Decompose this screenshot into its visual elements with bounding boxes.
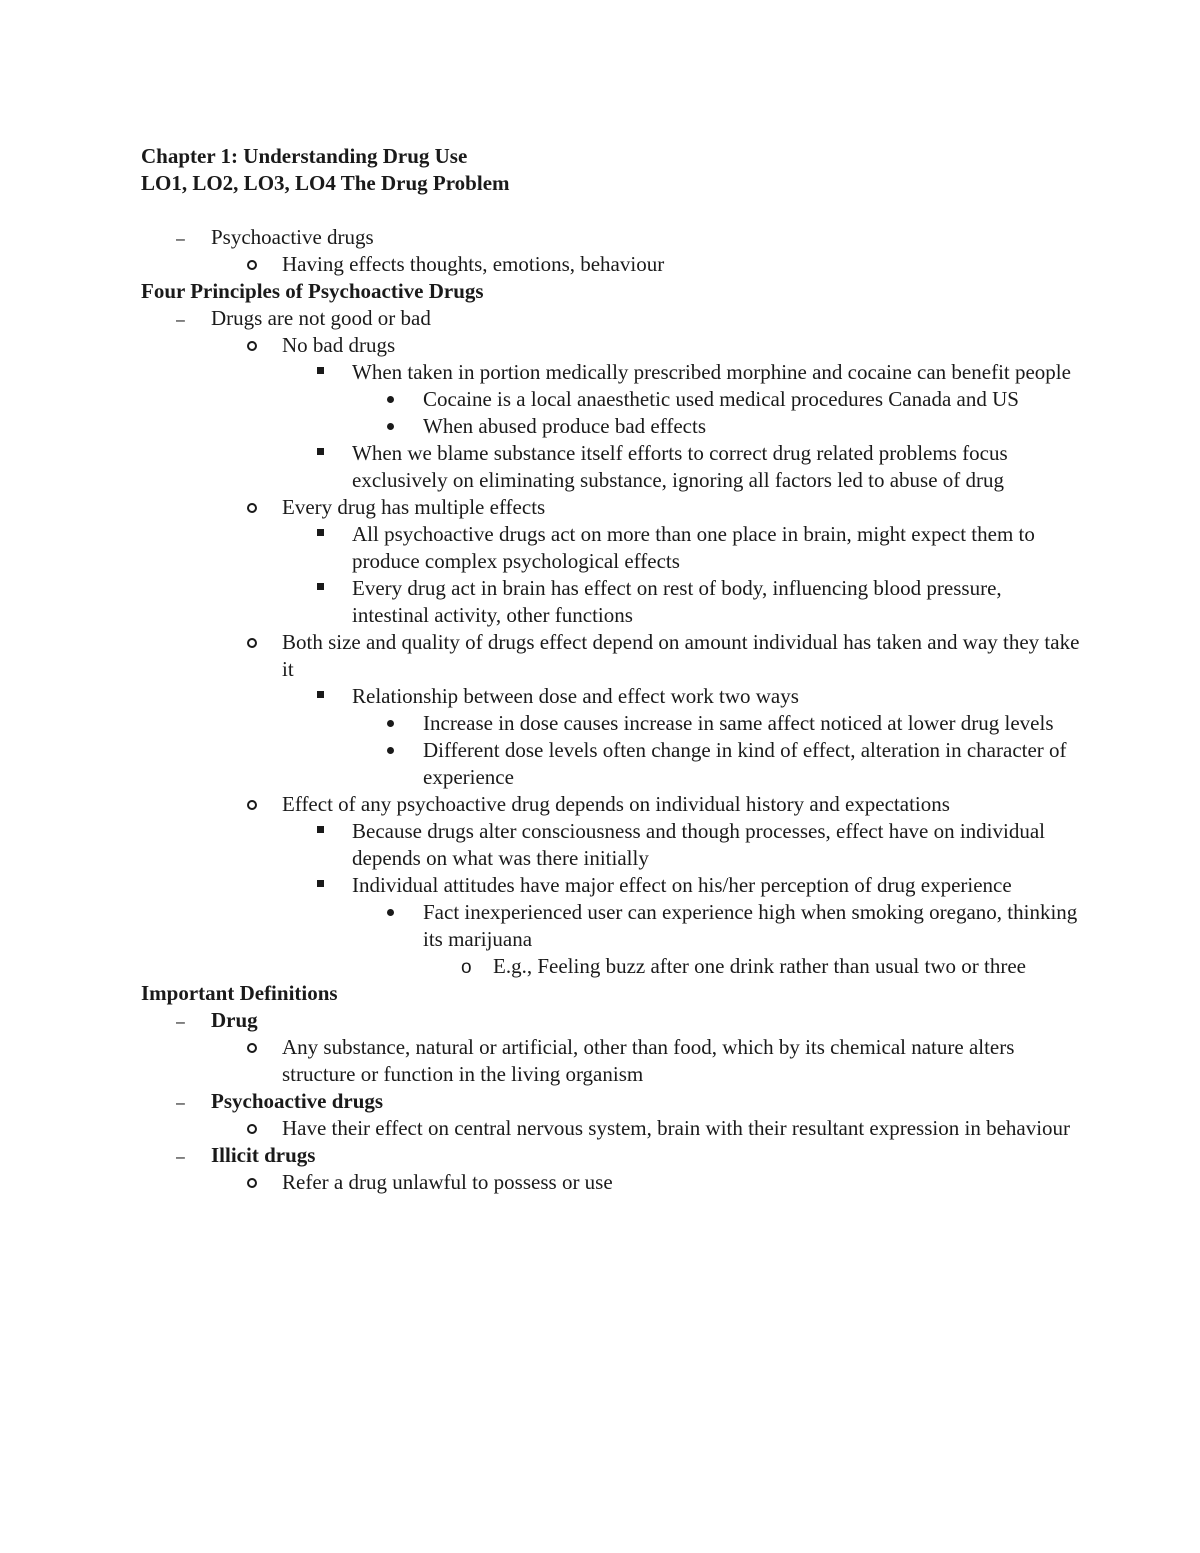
list-item: Any substance, natural or artificial, other than food, which by its chemical nature alters structure or function in the living organism <box>141 1034 1081 1088</box>
ring-bullet-icon <box>247 494 267 521</box>
term-psychoactive: Psychoactive drugs <box>211 1089 384 1113</box>
square-bullet-icon <box>317 521 337 548</box>
list-item: Every drug has multiple effects <box>141 494 1081 521</box>
principles-heading: Four Principles of Psychoactive Drugs <box>141 279 484 303</box>
ring-bullet-icon <box>247 1034 267 1061</box>
ring-bullet-icon <box>247 629 267 656</box>
notes-content <box>141 143 1081 1196</box>
list-item: Having effects thoughts, emotions, behaviour <box>141 251 1081 278</box>
section-title: LO1, LO2, LO3, LO4 The Drug Problem <box>141 171 510 195</box>
list-item: When taken in portion medically prescribed morphine and cocaine can benefit people <box>141 359 1081 386</box>
list-item: Every drug act in brain has effect on rest of body, influencing blood pressure, intestinal activity, other functions <box>141 575 1081 629</box>
list-item <box>141 1142 1081 1169</box>
list-item: When we blame substance itself efforts to correct drug related problems focus exclusively on eliminating substance, ignoring all factors led to abuse of drug <box>141 440 1081 494</box>
hollow-o-bullet-icon <box>461 953 481 981</box>
dot-bullet-icon <box>387 899 407 926</box>
ring-bullet-icon <box>247 251 267 278</box>
dot-bullet-icon <box>387 413 407 440</box>
list-item: Refer a drug unlawful to possess or use <box>141 1169 1081 1196</box>
list-item: All psychoactive drugs act on more than one place in brain, might expect them to produce complex psychological effects <box>141 521 1081 575</box>
list-item: – Drugs are not good or bad <box>141 305 1081 332</box>
list-item: Fact inexperienced user can experience high when smoking oregano, thinking its marijuana <box>141 899 1081 953</box>
dot-bullet-icon <box>387 710 407 737</box>
dash-bullet-icon <box>176 1142 196 1171</box>
dash-bullet-icon <box>176 1007 196 1036</box>
dot-bullet-icon <box>387 737 407 764</box>
list-item: Relationship between dose and effect work two ways <box>141 683 1081 710</box>
list-item: Effect of any psychoactive drug depends on individual history and expectations <box>141 791 1081 818</box>
list-item: Both size and quality of drugs effect depend on amount individual has taken and way they take it <box>141 629 1081 683</box>
list-item: – Psychoactive drugs <box>141 224 1081 251</box>
list-item <box>141 1007 1081 1034</box>
definitions-heading: Important Definitions <box>141 981 338 1005</box>
list-item: Increase in dose causes increase in same affect noticed at lower drug levels <box>141 710 1081 737</box>
square-bullet-icon <box>317 440 337 467</box>
list-item: Have their effect on central nervous system, brain with their resultant expression in behaviour <box>141 1115 1081 1142</box>
square-bullet-icon <box>317 683 337 710</box>
ring-bullet-icon <box>247 332 267 359</box>
square-bullet-icon <box>317 818 337 845</box>
dash-bullet-icon <box>176 1088 196 1117</box>
list-item: Individual attitudes have major effect on his/her perception of drug experience <box>141 872 1081 899</box>
dash-bullet-icon <box>176 224 196 253</box>
ring-bullet-icon <box>247 1169 267 1196</box>
term-drug: Drug <box>211 1008 258 1032</box>
ring-bullet-icon <box>247 791 267 818</box>
spacer <box>141 197 1081 224</box>
square-bullet-icon <box>317 359 337 386</box>
square-bullet-icon <box>317 872 337 899</box>
list-item: Cocaine is a local anaesthetic used medical procedures Canada and US <box>141 386 1081 413</box>
list-item: Because drugs alter consciousness and though processes, effect have on individual depends on what was there initially <box>141 818 1081 872</box>
square-bullet-icon <box>317 575 337 602</box>
list-item: No bad drugs <box>141 332 1081 359</box>
list-item: Different dose levels often change in kind of effect, alteration in character of experience <box>141 737 1081 791</box>
dot-bullet-icon <box>387 386 407 413</box>
list-item: When abused produce bad effects <box>141 413 1081 440</box>
term-illicit: Illicit drugs <box>211 1143 316 1167</box>
dash-bullet-icon <box>176 305 196 334</box>
ring-bullet-icon <box>247 1115 267 1142</box>
chapter-title: Chapter 1: Understanding Drug Use <box>141 144 468 168</box>
list-item: o E.g., Feeling buzz after one drink rather than usual two or three <box>141 953 1081 980</box>
list-item <box>141 1088 1081 1115</box>
